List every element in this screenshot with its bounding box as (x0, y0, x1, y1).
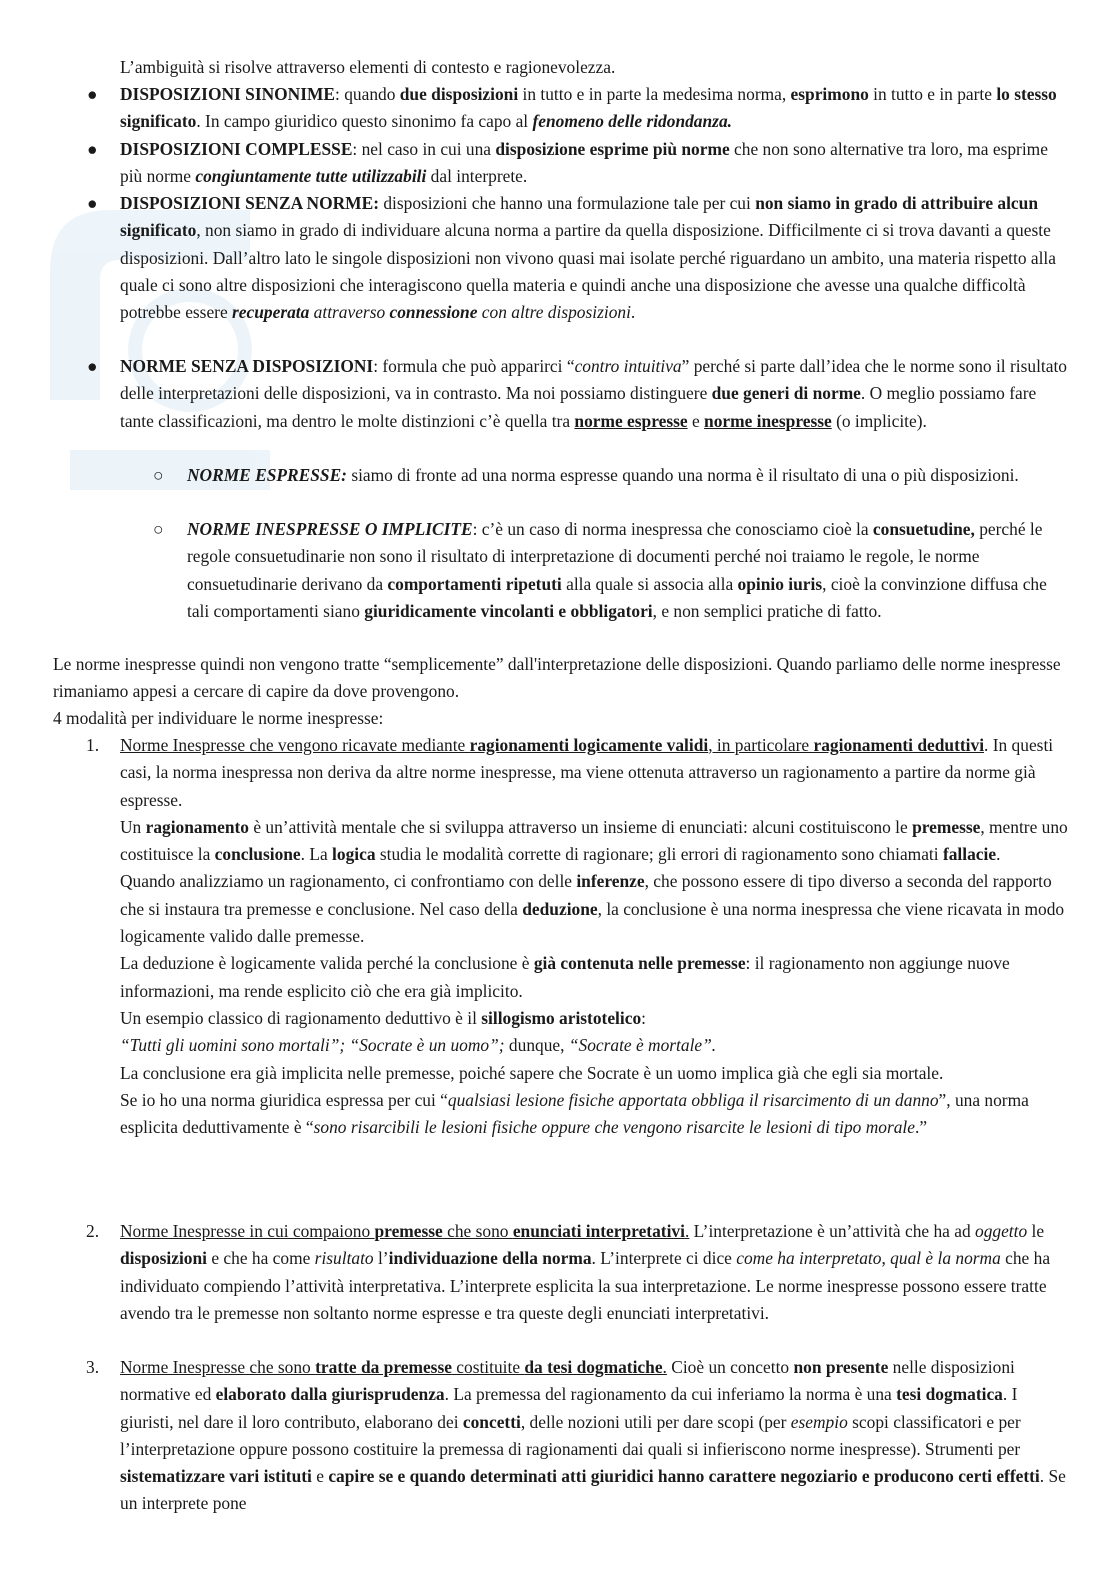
bullet-icon: ● (87, 84, 98, 104)
list-item-senza-disposizioni: NORME SENZA DISPOSIZIONI: formula che può apparirci “contro intuitiva” perché si parte dall’idea che le norme sono il risultato delle interpretazioni delle disposizioni, va in contrasto. Ma noi possiamo distinguere due generi di norme. O meglio possiamo fare tante classificazioni, ma dentro le molte distinzioni c’è quella tra norme espresse e norme inespresse (o implicite). (120, 356, 1067, 431)
bullet-icon: ● (87, 139, 98, 159)
numbered-item-3: Norme Inespresse che sono tratte da premesse costituite da tesi dogmatiche. Cioè un concetto non presente nelle disposizioni normative ed elaborato dalla giurisprudenza. La premessa del ragionamento da cui inferiamo la norma è una tesi dogmatica. I giuristi, nel dare il loro contributo, elaborano dei concetti, delle nozioni utili per dare scopi (per esempio scopi classificatori e per l’interpretazione oppure possono costituire la premessa di ragionamenti dai quali si infieriscono norme inespresse). Strumenti per sistematizzare vari istituti e capire se e quando determinati atti giuridici hanno carattere negoziario e producono certi effetti. Se un interprete pone (120, 1357, 1066, 1514)
list-number: 2. (86, 1221, 100, 1241)
sublist-item-inespresse: NORME INESPRESSE O IMPLICITE: c’è un caso di norma inespressa che conosciamo cioè la consuetudine, perché le regole consuetudinarie non sono il risultato di interpretazione di documenti perché noi traiamo le regole, le norme consuetudinarie derivano da comportamenti ripetuti alla quale si associa alla opinio iuris, cioè la convinzione diffusa che tali comportamenti siano giuridicamente vincolanti e obbligatori, e non semplici pratiche di fatto. (187, 519, 1047, 621)
list-number: 1. (86, 735, 100, 755)
numbered-item-1: Norme Inespresse che vengono ricavate mediante ragionamenti logicamente validi, in particolare ragionamenti deduttivi. In questi casi, la norma inespressa non deriva da altre norme inespresse, ma viene ottenuta attraverso un ragionamento a partire da norme già espresse. Un ragionamento è un’attività mentale che si sviluppa attraverso un insieme di enunciati: alcuni costituiscono le premesse, mentre uno costituisce la conclusione. La logica studia le modalità corrette di ragionare; gli errori di ragionamento sono chiamati fallacie. Quando analizziamo un ragionamento, ci confrontiamo con delle inferenze, che possono essere di tipo diverso a seconda del rapporto che si instaura tra premesse e conclusione. Nel caso della deduzione, la conclusione è una norma inespressa che viene ricavata in modo logicamente valido dalle premesse. La deduzione è logicamente valida perché la conclusione è già contenuta nelle premesse: il ragionamento non aggiunge nuove informazioni, ma rende esplicito ciò che era già implicito. Un esempio classico di ragionamento deduttivo è il sillogismo aristotelico: “Tutti gli uomini sono mortali”; “Socrate è un uomo”; dunque, “Socrate è mortale”. La conclusione era già implicita nelle premesse, poiché sapere che Socrate è un uomo implica già che egli sia mortale. Se io ho una norma giuridica espressa per cui “qualsiasi lesione fisiche apportata obbliga il risarcimento di un danno”, una norma esplicita deduttivamente è “sono risarcibili le lesioni fisiche oppure che vengono risarcite le lesioni di tipo morale.” (120, 735, 1068, 1138)
numbered-item-2: Norme Inespresse in cui compaiono premesse che sono enunciati interpretativi. L’interpretazione è un’attività che ha ad oggetto le disposizioni e che ha come risultato l’individuazione della norma. L’interprete ci dice come ha interpretato, qual è la norma che ha individuato compiendo l’attività interpretativa. L’interprete esplicita la sua interpretazione. Le norme inespresse possono essere tratte avendo tra le premesse non soltanto norme espresse e tra queste degli enunciati interpretativi. (120, 1221, 1051, 1323)
list-item-complesse: DISPOSIZIONI COMPLESSE: nel caso in cui una disposizione esprime più norme che non sono alternative tra loro, ma esprime più norme congiuntamente tutte utilizzabili dal interprete. (120, 139, 1048, 187)
intro-line: L’ambiguità si risolve attraverso elementi di contesto e ragionevolezza. (120, 57, 616, 77)
bullet-icon: ● (87, 193, 98, 213)
list-item-sinonime: DISPOSIZIONI SINONIME: quando due disposizioni in tutto e in parte la medesima norma, esprimono in tutto e in parte lo stesso significato. In campo giuridico questo sinonimo fa capo al fenomeno delle ridondanza. (120, 84, 1057, 132)
circle-bullet-icon: ○ (153, 519, 164, 539)
paragraph: Le norme inespresse quindi non vengono tratte “semplicemente” dall'interpretazione delle disposizioni. Quando parliamo delle norme inespresse rimaniamo appesi a cercare di capire da dove provengono. (53, 654, 1061, 702)
bullet-icon: ● (87, 356, 98, 376)
circle-bullet-icon: ○ (153, 465, 164, 485)
paragraph: 4 modalità per individuare le norme inespresse: (53, 708, 384, 728)
sublist-item-espresse: NORME ESPRESSE: siamo di fronte ad una norma espresse quando una norma è il risultato di una o più disposizioni. (187, 465, 1019, 485)
list-number: 3. (86, 1357, 100, 1377)
list-item-senza-norme: DISPOSIZIONI SENZA NORME: disposizioni che hanno una formulazione tale per cui non siamo in grado di attribuire alcun significato, non siamo in grado di individuare alcuna norma a partire da quella disposizione. Difficilmente ci si trova davanti a queste disposizioni. Dall’altro lato le singole disposizioni non vivono quasi mai isolate perché riguardano un ambito, una materia rispetto alla quale ci sono altre disposizioni che interagiscono quella materia e quindi anche una disposizione che avesse una qualche difficoltà potrebbe essere recuperata attraverso connessione con altre disposizioni. (120, 193, 1056, 323)
